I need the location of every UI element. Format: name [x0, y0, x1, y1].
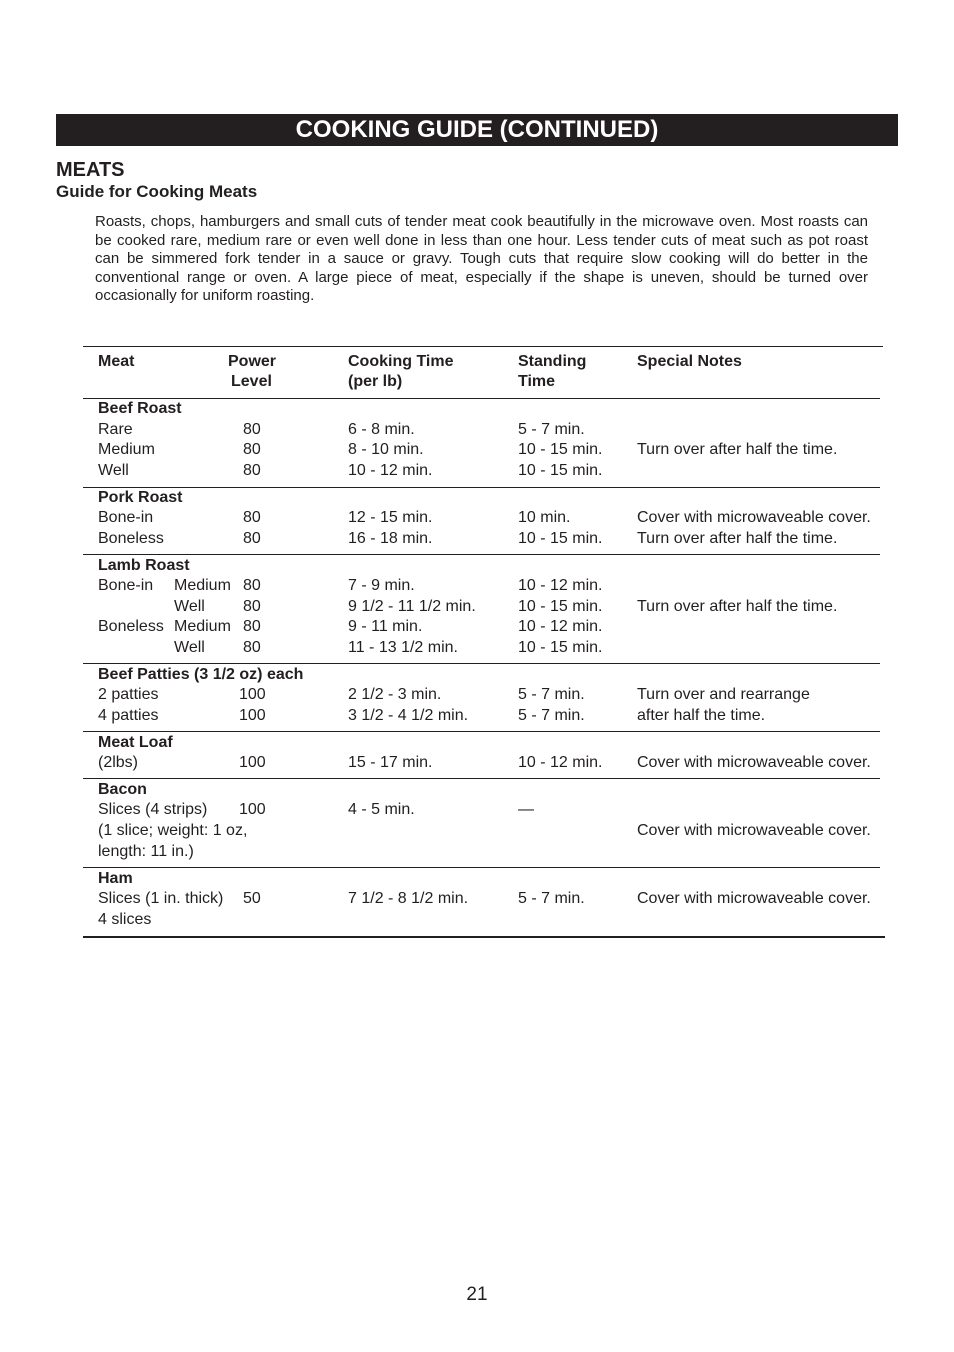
table-cell: —	[518, 801, 534, 818]
group-rule	[83, 778, 880, 779]
table-cell: Cover with microwaveable cover.	[637, 509, 871, 526]
table-cell: Boneless	[98, 530, 164, 547]
table-cell: Boneless	[98, 618, 164, 635]
group-rule	[83, 554, 880, 555]
table-cell: 5 - 7 min.	[518, 707, 585, 724]
table-cell: 9 - 11 min.	[348, 618, 423, 635]
table-cell: 9 1/2 - 11 1/2 min.	[348, 598, 476, 615]
table-bottom-rule	[83, 936, 885, 938]
table-cell: Rare	[98, 421, 133, 438]
table-cell: Bone-in	[98, 577, 154, 594]
table-cell: 50	[243, 890, 261, 907]
table-cell: (1 slice; weight: 1 oz,	[98, 822, 248, 839]
page-banner: COOKING GUIDE (CONTINUED)	[56, 114, 898, 146]
table-cell: 10 - 15 min.	[518, 598, 603, 615]
table-cell: 80	[243, 530, 261, 547]
table-cell: 3 1/2 - 4 1/2 min.	[348, 707, 469, 724]
section-title: MEATS	[56, 159, 125, 181]
table-cell: Medium	[174, 618, 231, 635]
table-cell: 4 slices	[98, 911, 152, 928]
table-cell: Slices (4 strips)	[98, 801, 208, 818]
table-cell: 10 - 12 min.	[348, 462, 433, 479]
table-cell: Turn over and rearrange	[637, 686, 810, 703]
table-cell: 8 - 10 min.	[348, 441, 424, 458]
table-cell: Turn over after half the time.	[637, 441, 838, 458]
table-cell: 4 patties	[98, 707, 159, 724]
table-cell: 10 - 15 min.	[518, 530, 603, 547]
header-rule	[83, 398, 880, 399]
table-cell: 15 - 17 min.	[348, 754, 433, 771]
header-standing-time: Time	[518, 373, 556, 390]
table-top-rule	[83, 346, 883, 347]
table-cell: 10 - 15 min.	[518, 462, 603, 479]
table-cell: 10 - 15 min.	[518, 639, 603, 656]
table-cell: 80	[243, 618, 261, 635]
table-cell: Well	[174, 639, 205, 656]
table-cell: 4 - 5 min.	[348, 801, 415, 818]
intro-paragraph: Roasts, chops, hamburgers and small cuts of tender meat cook beautifully in the microwave oven. Most roasts can be cooked rare, medium rare or even well done in less than one hour. Less tender cuts of meat such as pot roast can be simmered fork tender in a sauce or gravy. Tough cuts that require slow cooking will do better in the conventional range or oven. A large piece of meat, especially if the shape is uneven, should be turned over occasionally for uniform roasting.	[95, 213, 868, 305]
group-rule	[83, 731, 880, 732]
header-level: Level	[231, 373, 272, 390]
group-title-bacon: Bacon	[98, 781, 147, 798]
group-title-pork-roast: Pork Roast	[98, 489, 183, 506]
table-cell: 11 - 13 1/2 min.	[348, 639, 458, 656]
table-cell: 6 - 8 min.	[348, 421, 415, 438]
table-cell: Turn over after half the time.	[637, 530, 838, 547]
group-rule	[83, 867, 880, 868]
table-cell: 100	[239, 754, 266, 771]
table-cell: 10 - 12 min.	[518, 618, 603, 635]
table-cell: after half the time.	[637, 707, 766, 724]
table-cell: 80	[243, 598, 261, 615]
group-title-beef-roast: Beef Roast	[98, 400, 182, 417]
group-title-ham: Ham	[98, 870, 133, 887]
group-title-meat-loaf: Meat Loaf	[98, 734, 173, 751]
table-cell: Well	[174, 598, 205, 615]
header-cooking-time: Cooking Time	[348, 353, 454, 370]
table-cell: 80	[243, 639, 261, 656]
table-cell: 10 - 12 min.	[518, 577, 603, 594]
table-cell: 2 1/2 - 3 min.	[348, 686, 442, 703]
group-rule	[83, 487, 880, 488]
table-cell: 7 1/2 - 8 1/2 min.	[348, 890, 469, 907]
table-cell: length: 11 in.)	[98, 843, 194, 860]
table-cell: 10 - 15 min.	[518, 441, 603, 458]
table-cell: 5 - 7 min.	[518, 890, 585, 907]
header-power: Power	[228, 353, 277, 370]
table-cell: Turn over after half the time.	[637, 598, 838, 615]
table-cell: Bone-in	[98, 509, 154, 526]
table-cell: Cover with microwaveable cover.	[637, 822, 871, 839]
table-cell: (2lbs)	[98, 754, 139, 771]
table-cell: 7 - 9 min.	[348, 577, 415, 594]
table-cell: 10 - 12 min.	[518, 754, 603, 771]
header-per-lb: (per lb)	[348, 373, 403, 390]
table-cell: 100	[239, 801, 266, 818]
table-cell: 5 - 7 min.	[518, 421, 585, 438]
table-cell: 80	[243, 462, 261, 479]
table-cell: Cover with microwaveable cover.	[637, 754, 871, 771]
table-cell: 80	[243, 577, 261, 594]
table-cell: 16 - 18 min.	[348, 530, 433, 547]
table-cell: Well	[98, 462, 129, 479]
header-standing: Standing	[518, 353, 587, 370]
table-cell: 80	[243, 509, 261, 526]
section-subtitle: Guide for Cooking Meats	[56, 182, 258, 201]
group-title-lamb-roast: Lamb Roast	[98, 557, 190, 574]
table-cell: 100	[239, 707, 266, 724]
group-title-beef-patties: Beef Patties (3 1/2 oz) each	[98, 666, 304, 683]
header-special-notes: Special Notes	[637, 353, 742, 370]
table-cell: 80	[243, 441, 261, 458]
table-cell: Cover with microwaveable cover.	[637, 890, 871, 907]
table-cell: Slices (1 in. thick)	[98, 890, 224, 907]
table-cell: 80	[243, 421, 261, 438]
table-cell: 2 patties	[98, 686, 159, 703]
header-meat: Meat	[98, 353, 135, 370]
group-rule	[83, 663, 880, 664]
table-cell: 10 min.	[518, 509, 571, 526]
table-cell: 12 - 15 min.	[348, 509, 433, 526]
table-cell: Medium	[174, 577, 231, 594]
table-cell: 5 - 7 min.	[518, 686, 585, 703]
table-cell: 100	[239, 686, 266, 703]
table-cell: Medium	[98, 441, 155, 458]
page-number: 21	[466, 1284, 488, 1305]
